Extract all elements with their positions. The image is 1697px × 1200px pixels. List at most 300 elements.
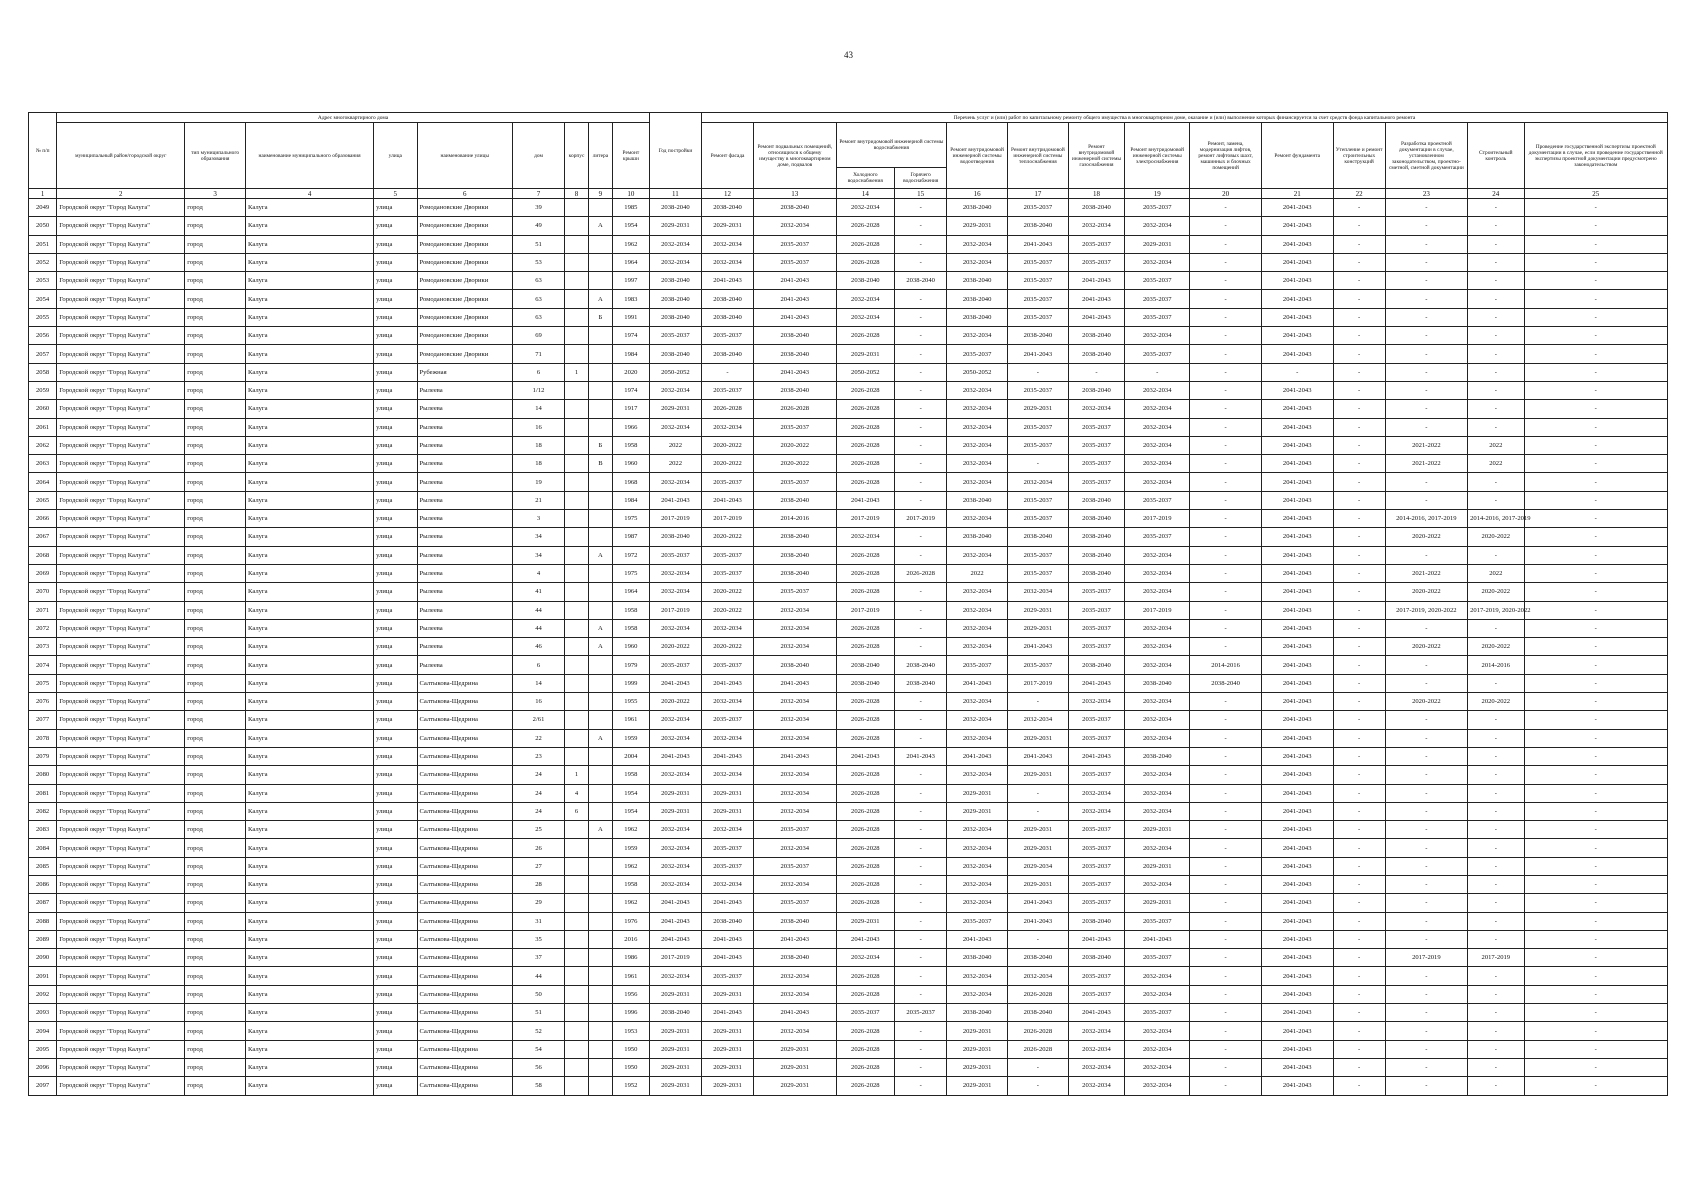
table-cell: - — [1190, 436, 1262, 454]
table-cell: 2032-2034 — [947, 455, 1008, 473]
table-cell: Калуга — [246, 363, 374, 381]
header-street-name: наименование улицы — [417, 123, 513, 189]
table-cell: 2035-2037 — [1068, 857, 1124, 875]
table-cell: - — [1385, 729, 1467, 747]
table-cell: 2026-2028 — [836, 802, 895, 820]
table-cell: 2035-2037 — [1125, 272, 1190, 290]
table-cell: 1958 — [612, 619, 649, 637]
table-cell — [565, 583, 589, 601]
table-cell: 2041-2043 — [947, 674, 1008, 692]
table-cell — [565, 1077, 589, 1095]
table-cell: - — [1385, 546, 1467, 564]
table-cell: 2041-2043 — [1261, 272, 1333, 290]
table-cell: Городской округ "Город Калуга" — [57, 601, 185, 619]
table-cell: 2063 — [29, 455, 57, 473]
table-cell: 1953 — [612, 1022, 649, 1040]
table-cell — [588, 473, 612, 491]
column-number: 15 — [895, 189, 947, 199]
table-cell: 2035-2037 — [701, 546, 753, 564]
table-cell: - — [1385, 656, 1467, 674]
column-number: 21 — [1261, 189, 1333, 199]
table-cell: 2038-2040 — [701, 345, 753, 363]
table-cell: 2041-2043 — [1261, 583, 1333, 601]
table-cell: 2035-2037 — [701, 381, 753, 399]
table-cell: - — [1190, 235, 1262, 253]
table-cell: - — [1468, 345, 1524, 363]
table-cell: 2029-2031 — [1125, 894, 1190, 912]
table-cell: - — [1524, 656, 1667, 674]
table-cell: 2020-2022 — [754, 436, 836, 454]
table-cell: - — [1190, 455, 1262, 473]
header-expertise: Проведение государственной экспертизы проектной документации в случае, если проведение государственной экспертизы проектной документации предусмотрено законодательством — [1524, 123, 1667, 189]
table-cell — [588, 601, 612, 619]
table-cell: улица — [374, 510, 417, 528]
table-cell: 2041-2043 — [1261, 345, 1333, 363]
table-cell: 2053 — [29, 272, 57, 290]
table-cell: 2041-2043 — [1261, 912, 1333, 930]
table-cell: - — [1468, 894, 1524, 912]
table-cell: 2035-2037 — [1068, 601, 1124, 619]
table-cell: Салтыкова-Щедрина — [417, 1077, 513, 1095]
table-cell: 1962 — [612, 235, 649, 253]
table-cell: 2032-2034 — [701, 821, 753, 839]
table-cell: 2041-2043 — [1261, 253, 1333, 271]
table-cell: 2032-2034 — [1125, 436, 1190, 454]
table-cell: 2029-2031 — [1125, 857, 1190, 875]
table-cell: 2035-2037 — [1007, 418, 1068, 436]
table-cell: 2035-2037 — [1068, 418, 1124, 436]
table-cell: 1999 — [612, 674, 649, 692]
table-cell: 1 — [565, 766, 589, 784]
column-number: 16 — [947, 189, 1008, 199]
table-cell: - — [1333, 363, 1385, 381]
table-cell: Калуга — [246, 674, 374, 692]
table-cell: 2041-2043 — [1261, 528, 1333, 546]
table-cell — [565, 729, 589, 747]
table-cell: 1958 — [612, 766, 649, 784]
table-cell: 71 — [513, 345, 565, 363]
table-cell: 2035-2037 — [754, 473, 836, 491]
table-cell: город — [185, 253, 246, 271]
table-cell: 2032-2034 — [1068, 802, 1124, 820]
table-cell: улица — [374, 674, 417, 692]
table-cell: Салтыкова-Щедрина — [417, 821, 513, 839]
table-row — [29, 857, 1668, 875]
table-cell: 2032-2034 — [1125, 1058, 1190, 1076]
table-cell: город — [185, 949, 246, 967]
table-cell: Калуга — [246, 253, 374, 271]
table-cell: 2041-2043 — [1007, 894, 1068, 912]
table-cell: 2038-2040 — [836, 656, 895, 674]
table-cell: 2029-2031 — [1007, 821, 1068, 839]
table-cell: 2041-2043 — [1261, 747, 1333, 765]
table-cell: - — [1524, 308, 1667, 326]
table-cell: город — [185, 381, 246, 399]
table-cell: 1964 — [612, 253, 649, 271]
table-cell: - — [1190, 601, 1262, 619]
table-cell — [588, 564, 612, 582]
column-number-row — [29, 189, 1668, 199]
table-cell: 2035-2037 — [1068, 235, 1124, 253]
table-cell: Городской округ "Город Калуга" — [57, 857, 185, 875]
column-number: 11 — [649, 189, 701, 199]
table-cell: Городской округ "Город Калуга" — [57, 308, 185, 326]
table-cell: 2038-2040 — [1068, 327, 1124, 345]
table-cell — [588, 1022, 612, 1040]
table-cell: 2035-2037 — [754, 821, 836, 839]
table-cell: 2041-2043 — [836, 930, 895, 948]
table-cell: 2083 — [29, 821, 57, 839]
table-cell: 2026-2028 — [836, 400, 895, 418]
header-works-group: Перечень услуг и (или) работ по капитальному ремонту общего имущества в многоквартирном доме, оказание и (или) выполнение которых финансируется за счет средств фонда капитального ремонта — [701, 113, 1667, 123]
table-cell: 2041-2043 — [1261, 473, 1333, 491]
table-cell: 2032-2034 — [649, 967, 701, 985]
table-cell: - — [1333, 400, 1385, 418]
table-cell: - — [1468, 747, 1524, 765]
table-cell: 2038-2040 — [754, 564, 836, 582]
table-cell: - — [1333, 1077, 1385, 1095]
table-cell: 2020-2022 — [649, 638, 701, 656]
table-cell: 2041-2043 — [1261, 491, 1333, 509]
table-cell: 2041-2043 — [1261, 967, 1333, 985]
table-cell — [588, 253, 612, 271]
table-cell: 2038-2040 — [649, 308, 701, 326]
table-cell: Ромодановские Дворики — [417, 327, 513, 345]
table-cell — [565, 711, 589, 729]
table-cell: Салтыкова-Щедрина — [417, 985, 513, 1003]
table-cell: 2038-2040 — [754, 381, 836, 399]
table-cell: 2032-2034 — [836, 290, 895, 308]
table-cell: 1 — [565, 363, 589, 381]
table-cell: 2035-2037 — [1125, 290, 1190, 308]
table-cell: улица — [374, 253, 417, 271]
table-cell: 2020-2022 — [701, 436, 753, 454]
table-cell: 2032-2034 — [649, 253, 701, 271]
table-cell: город — [185, 619, 246, 637]
table-cell: - — [1190, 1040, 1262, 1058]
table-cell: Городской округ "Город Калуга" — [57, 272, 185, 290]
table-cell: улица — [374, 601, 417, 619]
table-cell: 2038-2040 — [754, 656, 836, 674]
table-cell: Городской округ "Город Калуга" — [57, 583, 185, 601]
table-cell — [565, 839, 589, 857]
table-cell: 2029-2031 — [649, 1058, 701, 1076]
table-cell — [565, 564, 589, 582]
table-cell: 2038-2040 — [947, 199, 1008, 217]
table-cell: Городской округ "Город Калуга" — [57, 436, 185, 454]
table-cell: 2032-2034 — [1125, 1077, 1190, 1095]
table-cell: 2035-2037 — [1125, 949, 1190, 967]
table-cell: - — [1333, 510, 1385, 528]
table-cell: 2041-2043 — [1261, 455, 1333, 473]
table-cell: 2035-2037 — [1007, 546, 1068, 564]
table-cell: - — [895, 473, 947, 491]
table-cell: 29 — [513, 894, 565, 912]
table-cell: 34 — [513, 546, 565, 564]
table-cell: 2032-2034 — [1125, 418, 1190, 436]
table-cell: 2029-2031 — [1007, 875, 1068, 893]
table-cell: - — [1524, 839, 1667, 857]
header-water-group: Ремонт внутридомовой инженерной системы водоснабжения — [836, 123, 947, 168]
table-cell: Калуга — [246, 528, 374, 546]
table-cell: 2029-2031 — [701, 1040, 753, 1058]
table-cell: - — [1385, 1077, 1467, 1095]
column-number: 25 — [1524, 189, 1667, 199]
table-cell: - — [1190, 327, 1262, 345]
table-cell: Городской округ "Город Калуга" — [57, 839, 185, 857]
table-cell: 2032-2034 — [947, 400, 1008, 418]
table-cell: - — [895, 1022, 947, 1040]
table-cell: 2032-2034 — [754, 875, 836, 893]
table-cell: 2017-2019 — [649, 510, 701, 528]
table-cell: - — [1468, 729, 1524, 747]
table-cell: 2041-2043 — [1261, 802, 1333, 820]
table-cell: 2032-2034 — [947, 693, 1008, 711]
table-cell: 2041-2043 — [649, 912, 701, 930]
table-cell: 2035-2037 — [1007, 491, 1068, 509]
table-cell: 2026-2028 — [836, 381, 895, 399]
table-cell: - — [1333, 711, 1385, 729]
table-cell: 2032-2034 — [649, 711, 701, 729]
table-row — [29, 638, 1668, 656]
table-cell: город — [185, 711, 246, 729]
table-cell: - — [1333, 784, 1385, 802]
table-cell: Калуга — [246, 583, 374, 601]
table-cell: - — [1385, 967, 1467, 985]
table-cell: 2029-2031 — [701, 1058, 753, 1076]
table-row — [29, 491, 1668, 509]
table-cell: - — [895, 455, 947, 473]
table-row — [29, 894, 1668, 912]
table-cell: 2085 — [29, 857, 57, 875]
table-cell: 2041-2043 — [1068, 674, 1124, 692]
table-cell: 2032-2034 — [1125, 839, 1190, 857]
table-cell: 2041-2043 — [1261, 290, 1333, 308]
table-cell: 2032-2034 — [649, 821, 701, 839]
table-cell: - — [1524, 418, 1667, 436]
table-cell: 2026-2028 — [836, 638, 895, 656]
table-cell: - — [1524, 693, 1667, 711]
column-number: 22 — [1333, 189, 1385, 199]
table-cell: - — [1190, 784, 1262, 802]
table-cell: 2014-2016 — [754, 510, 836, 528]
table-cell: Городской округ "Город Калуга" — [57, 455, 185, 473]
table-cell — [565, 510, 589, 528]
table-cell: улица — [374, 638, 417, 656]
table-cell: - — [895, 1077, 947, 1095]
table-cell: 2035-2037 — [1007, 290, 1068, 308]
header-address-group: Адрес многоквартирного дома — [57, 113, 650, 123]
table-cell: 2032-2034 — [947, 381, 1008, 399]
table-cell: Рылеева — [417, 381, 513, 399]
table-cell: 2041-2043 — [1068, 290, 1124, 308]
table-cell: А — [588, 729, 612, 747]
table-cell: 2035-2037 — [1068, 253, 1124, 271]
table-cell — [588, 949, 612, 967]
table-cell: 2041-2043 — [754, 363, 836, 381]
column-number: 1 — [29, 189, 57, 199]
table-cell: - — [1190, 491, 1262, 509]
table-cell: 2038-2040 — [649, 290, 701, 308]
table-cell: - — [1333, 619, 1385, 637]
table-cell: 2032-2034 — [947, 766, 1008, 784]
table-cell: - — [1524, 949, 1667, 967]
table-cell: город — [185, 601, 246, 619]
table-cell: - — [1333, 546, 1385, 564]
table-cell: Рылеева — [417, 656, 513, 674]
table-cell: 2038-2040 — [701, 912, 753, 930]
table-cell: 4 — [513, 564, 565, 582]
table-cell: 2032-2034 — [754, 839, 836, 857]
table-cell: - — [1524, 766, 1667, 784]
table-cell: - — [1524, 546, 1667, 564]
table-cell: улица — [374, 381, 417, 399]
table-cell: 1987 — [612, 528, 649, 546]
table-cell: 2029-2031 — [947, 802, 1008, 820]
table-cell: 51 — [513, 1004, 565, 1022]
table-cell: - — [1333, 766, 1385, 784]
table-cell: - — [1333, 327, 1385, 345]
table-cell: 2032-2034 — [649, 619, 701, 637]
table-cell: Городской округ "Город Калуга" — [57, 1040, 185, 1058]
table-cell: 2026-2028 — [836, 821, 895, 839]
table-cell: Калуга — [246, 436, 374, 454]
table-cell: Калуга — [246, 272, 374, 290]
table-row — [29, 619, 1668, 637]
table-cell: Калуга — [246, 235, 374, 253]
table-cell: 2032-2034 — [1007, 473, 1068, 491]
table-cell: - — [1468, 985, 1524, 1003]
table-cell: Ромодановские Дворики — [417, 253, 513, 271]
table-cell: - — [1385, 784, 1467, 802]
table-cell: 2032-2034 — [1125, 381, 1190, 399]
table-cell: 1962 — [612, 857, 649, 875]
table-cell: 2026-2028 — [836, 894, 895, 912]
table-cell: 2041-2043 — [649, 491, 701, 509]
table-cell: 2041-2043 — [895, 747, 947, 765]
table-cell: 2035-2037 — [1007, 308, 1068, 326]
table-cell: 18 — [513, 455, 565, 473]
table-cell: 16 — [513, 693, 565, 711]
table-cell: 2020-2022 — [1468, 693, 1524, 711]
table-cell: город — [185, 784, 246, 802]
table-cell: Калуга — [246, 290, 374, 308]
table-cell: 2038-2040 — [1068, 528, 1124, 546]
table-cell: - — [1468, 912, 1524, 930]
table-cell: 2038-2040 — [1068, 381, 1124, 399]
table-cell: - — [1524, 912, 1667, 930]
table-cell: 1950 — [612, 1058, 649, 1076]
table-cell: 2038-2040 — [836, 272, 895, 290]
table-cell: - — [1524, 1077, 1667, 1095]
table-cell — [588, 875, 612, 893]
table-cell — [565, 253, 589, 271]
table-cell: 2041-2043 — [1261, 766, 1333, 784]
table-cell: 2050 — [29, 217, 57, 235]
table-cell: - — [1385, 894, 1467, 912]
table-cell: 63 — [513, 308, 565, 326]
table-cell: 2029-2031 — [701, 1077, 753, 1095]
table-cell: Калуга — [246, 875, 374, 893]
table-cell: 26 — [513, 839, 565, 857]
table-cell: 2032-2034 — [947, 967, 1008, 985]
table-cell: 2032-2034 — [836, 949, 895, 967]
table-cell: Калуга — [246, 345, 374, 363]
table-cell: - — [1333, 693, 1385, 711]
table-cell: 2035-2037 — [649, 327, 701, 345]
table-cell: 2032-2034 — [947, 619, 1008, 637]
table-cell: 2041-2043 — [1261, 1058, 1333, 1076]
table-cell: 1972 — [612, 546, 649, 564]
table-cell: 2072 — [29, 619, 57, 637]
table-cell: 14 — [513, 674, 565, 692]
table-cell: 2026-2028 — [836, 784, 895, 802]
table-cell: 2035-2037 — [649, 656, 701, 674]
table-cell: - — [1524, 217, 1667, 235]
table-cell: 2050-2052 — [649, 363, 701, 381]
table-cell: - — [1385, 839, 1467, 857]
table-cell: 2041-2043 — [701, 894, 753, 912]
table-cell: 2032-2034 — [1007, 583, 1068, 601]
table-cell: 2032-2034 — [1068, 1077, 1124, 1095]
table-cell: 1/12 — [513, 381, 565, 399]
table-cell: 1956 — [612, 985, 649, 1003]
table-cell: - — [1261, 363, 1333, 381]
table-cell: Рылеева — [417, 546, 513, 564]
table-cell: - — [1333, 436, 1385, 454]
table-cell: 2038-2040 — [1190, 674, 1262, 692]
table-cell: - — [895, 821, 947, 839]
table-cell: город — [185, 638, 246, 656]
table-cell: 2041-2043 — [1261, 1040, 1333, 1058]
table-cell: - — [1333, 802, 1385, 820]
table-cell — [588, 711, 612, 729]
table-cell: - — [1333, 638, 1385, 656]
table-cell: Салтыкова-Щедрина — [417, 839, 513, 857]
table-cell: Городской округ "Город Калуга" — [57, 363, 185, 381]
header-hot-water: Горячего водоснабжения — [895, 168, 947, 189]
table-row — [29, 272, 1668, 290]
table-cell — [588, 327, 612, 345]
table-cell: 2026-2028 — [836, 1040, 895, 1058]
table-cell: улица — [374, 1040, 417, 1058]
table-cell — [565, 747, 589, 765]
table-cell: улица — [374, 821, 417, 839]
table-cell: 2029-2031 — [1125, 235, 1190, 253]
table-cell: Городской округ "Город Калуга" — [57, 875, 185, 893]
table-cell: 16 — [513, 418, 565, 436]
table-cell: - — [1468, 491, 1524, 509]
table-cell: - — [1190, 949, 1262, 967]
table-cell: - — [1190, 290, 1262, 308]
table-cell: 2066 — [29, 510, 57, 528]
table-cell: - — [1125, 363, 1190, 381]
table-cell — [565, 400, 589, 418]
table-cell: - — [1190, 418, 1262, 436]
table-row — [29, 564, 1668, 582]
table-cell: 2032-2034 — [947, 546, 1008, 564]
table-cell: - — [1524, 784, 1667, 802]
table-cell: 2032-2034 — [701, 766, 753, 784]
table-cell: Калуга — [246, 711, 374, 729]
table-cell — [565, 473, 589, 491]
table-cell: - — [1468, 400, 1524, 418]
table-cell: 2035-2037 — [1068, 821, 1124, 839]
table-cell: улица — [374, 1022, 417, 1040]
table-cell: 2022 — [649, 436, 701, 454]
table-row — [29, 601, 1668, 619]
table-cell: - — [1385, 199, 1467, 217]
